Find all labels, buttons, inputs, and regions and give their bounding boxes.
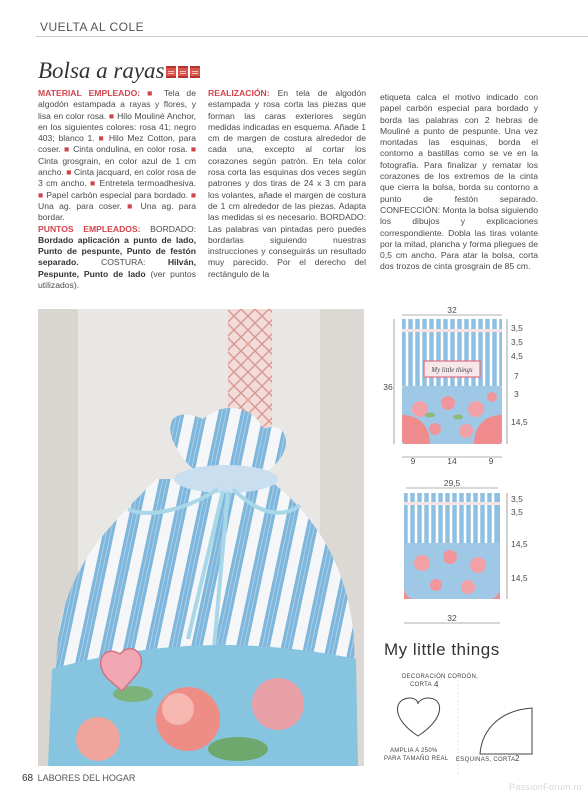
page-footer: [22, 773, 135, 784]
bullet-square-icon: ■: [127, 200, 136, 211]
materials-column: [38, 88, 196, 291]
back-measure-2: 3,5: [511, 507, 523, 517]
assembly-text: Monta la bolsa siguiendo los dibujos y explicaciones correspondiente. Dobla las tiras volante por la mitad, plancha y forma pliegues de 0,5 cm ancho. Para atar la bolsa, corta dos trozos de cinta grosgrain de 85 cm.: [380, 204, 538, 272]
sewing-note: (ver puntos utilizados).: [38, 268, 196, 291]
back-measure-4: 14,5: [511, 573, 528, 583]
sewing-stitches: Hilván, Pespunte, Punto de lado: [38, 257, 197, 279]
section-label: VUELTA AL COLE: [40, 20, 145, 34]
enlarge-note-1: AMPLIA A 250%: [390, 748, 438, 754]
back-measure-3: 14,5: [511, 539, 528, 549]
spool-icon: [190, 66, 200, 78]
front-bottom-measure-1: 9: [410, 456, 416, 466]
material-item: Hilo Mez Cotton, para coser.: [38, 133, 197, 155]
front-panel-diagram: [383, 305, 528, 466]
front-measure-5: 3: [514, 389, 519, 399]
striped-bag-illustration: [38, 309, 364, 766]
embroidery-label: BORDADO:: [150, 223, 197, 234]
embroidery-text: etiqueta calca el motivo indicado con papel carbón especial para bordado y borda las palabras con 2 hebras de Mouliné a punto de pespunte. Una vez montadas las esquinas, borda el contorno a bastillas como se ve en la fotografía. Para finalizar y rematar los corazones de los extremos de la cinta que cierra la bolsa, borda su contorno a punto de festón separado.: [380, 92, 538, 204]
bullet-square-icon: ■: [190, 189, 197, 200]
corner-pattern-label: ESQUINAS, CORTA: [456, 757, 516, 763]
heart-count: 4: [434, 680, 439, 689]
magazine-name: LABORES DEL HOGAR: [37, 773, 136, 783]
front-bottom-measure-3: 9: [488, 456, 494, 466]
spool-icon: [178, 66, 188, 78]
front-label-text: My little things: [431, 367, 473, 374]
bullet-square-icon: ■: [66, 167, 72, 178]
heart-pattern-shape: [397, 698, 439, 736]
material-item: Una ag. para bordar.: [38, 200, 196, 223]
embroidery-stitches: Bordado aplicación a punto de lado, Punto de pespunte, Punto de festón separado.: [38, 234, 196, 268]
material-item: Cinta ondulina, en color rosa.: [73, 144, 188, 155]
corner-pattern-shape: [480, 708, 532, 754]
back-panel-diagram: [404, 478, 528, 623]
cutting-diagram: [380, 305, 550, 635]
material-item: Cinta jacquard, en color rosa de 3 cm ancho.: [38, 167, 196, 189]
front-measure-1: 3,5: [511, 323, 523, 333]
corner-count: 2: [515, 754, 520, 763]
watermark: PassionForum.ru: [508, 782, 582, 792]
instructions-column-continued: [380, 92, 538, 273]
bullet-square-icon: ■: [64, 144, 70, 155]
front-measure-4: 7: [514, 371, 519, 381]
material-item: Cinta grosgrain, en color azul de 1 cm ancho.: [38, 155, 196, 178]
instructions-column: [208, 88, 366, 280]
bullet-square-icon: ■: [108, 110, 115, 121]
difficulty-spools-icon: [166, 66, 200, 78]
material-item: Tela de algodón estampada a rayas y flores, y lisa en color rosa.: [38, 88, 196, 121]
pattern-title: My little things: [384, 640, 500, 659]
enlarge-note-2: PARA TAMAÑO REAL: [384, 756, 449, 762]
page-number: 68: [22, 773, 34, 784]
realization-text: En tela de algodón estampada y rosa corta las piezas que forman las caras exteriores según medidas indicadas en esquema. Añade 1 cm de margen de costura alrededor de cada una, excepto al cortar los corazones según patrón. En tela color rosa corta las esquinas dos veces según patrones y dos tiras de 24 x 3 cm para los volantes, añade el margen de costura de 1 cm alrededor de las piezas. Adapta las medidas si es necesario. BORDADO: Las palabras van pintadas pero puedes bordarlas siguiendo nuestras instrucciones y conseguirás un resultado muy parecido. Por el derecho del rectángulo de la: [208, 88, 366, 279]
sewing-label: COSTURA:: [101, 257, 146, 268]
material-item: Papel carbón especial para bordado.: [46, 189, 189, 200]
materials-heading: MATERIAL EMPLEADO:: [38, 88, 141, 98]
assembly-label: CONFECCIÓN:: [380, 204, 441, 215]
front-measure-2: 3,5: [511, 337, 523, 347]
material-item: Hilo Mouliné Anchor, en los siguientes colores: rosa 41; negro 403; blanco 1.: [38, 110, 196, 144]
back-bottom-label: 32: [447, 613, 457, 623]
front-width-label: 32: [447, 305, 457, 315]
heart-pattern-label: DECORACIÓN CORDÓN,: [402, 674, 479, 680]
front-measure-3: 4,5: [511, 351, 523, 361]
bullet-square-icon: ■: [147, 88, 157, 98]
bullet-square-icon: ■: [38, 189, 44, 200]
spool-icon: [166, 66, 176, 78]
stitches-heading: PUNTOS EMPLEADOS:: [38, 223, 141, 234]
front-measure-6: 14,5: [511, 417, 528, 427]
material-item: Entretela termoadhesiva.: [99, 178, 197, 189]
bullet-square-icon: ■: [98, 133, 106, 144]
bag-photo: [38, 309, 364, 766]
back-measure-1: 3,5: [511, 494, 523, 504]
back-width-label: 29,5: [443, 478, 461, 488]
material-item: Una ag. para coser.: [38, 200, 122, 211]
front-height-label: 36: [383, 382, 393, 392]
bullet-square-icon: ■: [90, 178, 97, 189]
front-bottom-measure-2: 14: [447, 456, 457, 466]
patterns-sheet: [372, 666, 552, 776]
realization-heading: REALIZACIÓN:: [208, 88, 270, 98]
heart-pattern-label-2: CORTA: [410, 682, 432, 688]
article-title: Bolsa a rayas: [38, 58, 165, 83]
bullet-square-icon: ■: [190, 144, 197, 155]
section-divider: [36, 36, 588, 37]
